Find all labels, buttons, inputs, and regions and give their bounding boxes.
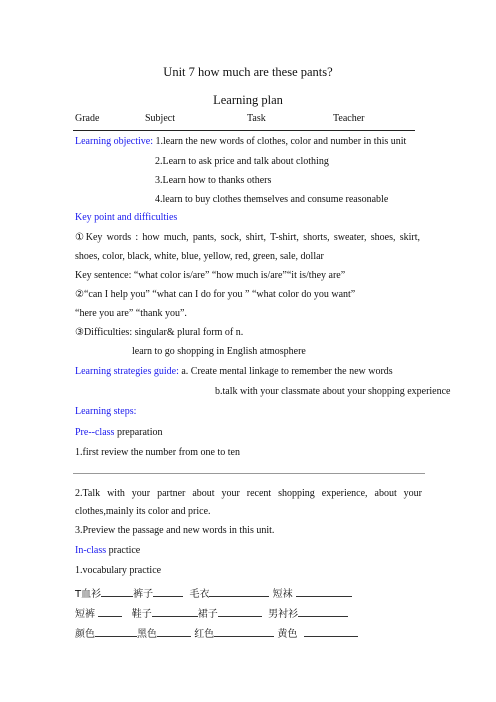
pre-class-heading [75,427,162,438]
vocab-blank[interactable] [296,587,352,597]
vocab-word: 黄色 [277,629,298,640]
in-class-heading [75,545,140,556]
pre-class-item-2-line-2: clothes,mainly its color and price. [75,506,211,517]
pre-class-item-1: 1.first review the number from one to ten [75,447,240,458]
steps-heading: Learning steps: [75,406,137,417]
vocab-blank[interactable] [209,587,269,597]
pre-class-label: Pre--class [75,427,115,438]
header-subject: Subject [145,113,175,124]
vocab-word: 裤子 [133,589,154,600]
vocab-row-1 [75,585,352,600]
vocab-blank[interactable] [218,607,262,617]
vocab-row-2 [75,605,348,620]
objective-item-3: 3.Learn how to thanks others [155,175,272,186]
vocab-blank[interactable] [298,607,348,617]
vocab-row-3 [75,625,358,640]
key-sentence-2: ②“can I help you” “what can I do for you ” “what color do you want” [75,289,356,300]
header-teacher: Teacher [333,113,365,124]
objective-label: Learning objective: [75,136,154,147]
plan-header-row [75,113,415,129]
keywords-line-2: shoes, color, black, white, blue, yellow, red, green, sale, dollar [75,251,324,262]
strategies-label: Learning strategies guide: [75,366,179,377]
vocab-word: 黑色 [137,629,157,640]
objective-line-1 [75,136,406,147]
keypoints-heading: Key point and difficulties [75,212,178,223]
key-sentence: Key sentence: “what color is/are” “how much is/are”“it is/they are” [75,270,346,281]
vocab-word: 鞋子 [131,609,152,620]
difficulties-line-2: learn to go shopping in English atmosphere [132,346,306,357]
strategies-item-a: a. Create mental linkage to remember the new words [178,366,393,377]
key-sentence-3: “here you are” “thank you”. [75,308,187,319]
vocab-word: 颜色 [75,629,95,640]
vocab-blank[interactable] [157,627,191,637]
page-subtitle: Learning plan [213,93,283,107]
vocab-word: 短裤 [75,609,95,620]
vocab-blank[interactable] [101,587,133,597]
objective-item-2: 2.Learn to ask price and talk about clothing [155,156,329,167]
header-divider [73,130,415,131]
header-grade: Grade [75,113,100,124]
vocab-blank[interactable] [304,627,358,637]
difficulties-line-1: ③Difficulties: singular& plural form of n. [75,327,244,338]
strategies-line-a [75,366,393,377]
pre-class-item-2-line-1: 2.Talk with your partner about your recent shopping experience, about your [75,488,422,499]
header-task: Task [247,113,266,124]
in-class-item-1: 1.vocabulary practice [75,565,162,576]
vocab-word: 毛衣 [189,589,210,600]
vocab-blank[interactable] [152,607,198,617]
vocab-word: 短袜 [272,589,293,600]
section-divider [73,473,425,474]
vocab-word: T血衫 [75,589,102,600]
vocab-blank[interactable] [95,627,137,637]
vocab-word: 裙子 [197,609,218,620]
objective-item-4: 4.learn to buy clothes themselves and consume reasonable [155,194,389,205]
vocab-blank[interactable] [98,607,122,617]
page-title: Unit 7 how much are these pants? [163,65,333,79]
pre-class-item-3: 3.Preview the passage and new words in this unit. [75,525,275,536]
vocab-word: 男衬衫 [268,609,299,620]
in-class-suffix: practice [106,545,141,556]
objective-item-1: 1.learn the new words of clothes, color and number in this unit [153,136,407,147]
strategies-item-b: b.talk with your classmate about your shopping experience [215,386,451,397]
vocab-blank[interactable] [214,627,274,637]
vocab-blank[interactable] [153,587,183,597]
pre-class-suffix: preparation [114,427,163,438]
keywords-line-1: ①Key words : how much, pants, sock, shirt, T-shirt, shorts, sweater, shoes, skirt, [75,232,420,243]
vocab-word: 红色 [194,629,215,640]
in-class-label: In-class [75,545,107,556]
